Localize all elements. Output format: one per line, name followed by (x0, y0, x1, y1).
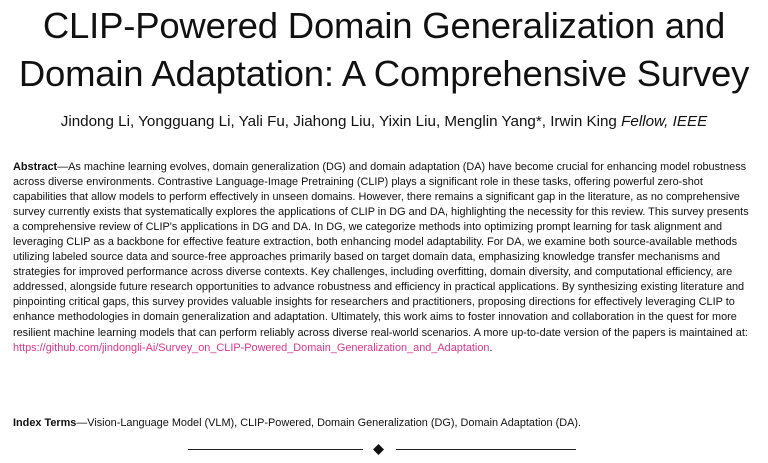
title-line-2: Domain Adaptation: A Comprehensive Survey (18, 53, 750, 94)
author-list (0, 112, 768, 132)
diamond-ornament-icon (373, 444, 384, 455)
abstract-text: —As machine learning evolves, domain generalization (DG) and domain adaptation (DA) have become crucial for enhancing model robustness across diverse environments. Contrastive Language-Image Pretraining (CLIP) plays a significant role in these tasks, offering powerful zero-shot capabilities that allow models to perform effectively in unseen domains. However, there remains a significant gap in the literature, as no comprehensive survey currently exists that systematically explores the applications of CLIP in DG and DA, highlighting the necessity for this review. This survey presents a comprehensive review of CLIP's applications in DG and DA. In DG, we categorize methods into optimizing prompt learning for task alignment and leveraging CLIP as a backbone for effective feature extraction, both enhancing model adaptability. For DA, we examine both source-available methods utilizing labeled source data and source-free approaches primarily based on target domain data, emphasizing knowledge transfer mechanisms and strategies for improved performance across diverse contexts. Key challenges, including overfitting, domain diversity, and computational efficiency, are addressed, alongside future research opportunities to advance robustness and efficiency in practical applications. By synthesizing existing literature and pinpointing critical gaps, this survey provides valuable insights for researchers and practitioners, proposing directions for effectively leveraging CLIP to enhance methodologies in domain generalization and adaptation. Ultimately, this work aims to foster innovation and collaboration in the quest for more resilient machine learning models that can perform reliably across diverse real-world scenarios. A more up-to-date version of the papers is maintained at: (13, 161, 749, 339)
author-names: Jindong Li, Yongguang Li, Yali Fu, Jiahong Liu, Yixin Liu, Menglin Yang*, Irwin King (60, 113, 617, 130)
index-terms-label: Index Terms (13, 417, 77, 429)
abstract (13, 160, 757, 356)
repo-link[interactable]: https://github.com/jindongli-Ai/Survey_on_CLIP-Powered_Domain_Generalization_and_Adaptation (13, 341, 490, 354)
index-terms (13, 416, 757, 431)
divider-left-rule (188, 449, 363, 450)
repo-link-period: . (489, 341, 493, 354)
author-suffix: Fellow, IEEE (621, 113, 708, 130)
title-line-1: CLIP-Powered Domain Generalization and (42, 5, 726, 46)
divider-right-rule (396, 449, 576, 450)
paper-title (0, 2, 768, 98)
index-terms-text: —Vision-Language Model (VLM), CLIP-Powered, Domain Generalization (DG), Domain Adaptation (DA). (76, 417, 581, 429)
abstract-label: Abstract (13, 161, 58, 173)
